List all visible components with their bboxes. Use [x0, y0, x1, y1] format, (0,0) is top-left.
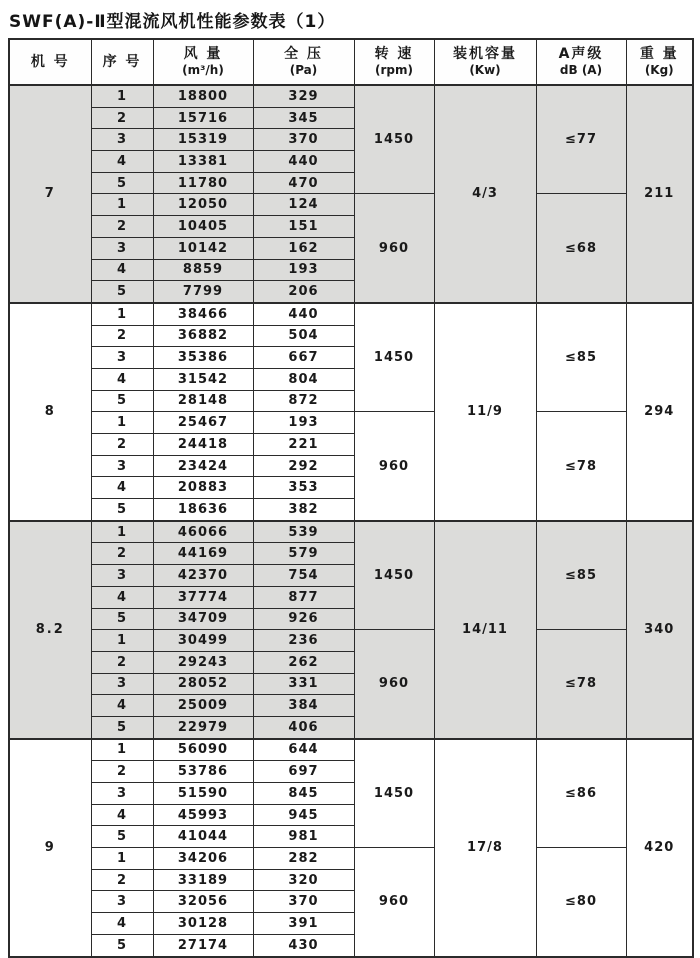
- pressure-cell: 644: [253, 739, 354, 761]
- pressure-cell: 877: [253, 586, 354, 608]
- header-row: [9, 39, 693, 85]
- rpm-cell: 1450: [354, 521, 434, 630]
- fan-performance-table: [8, 38, 694, 958]
- table-row: [9, 521, 693, 543]
- header-capacity: 装机容量 (Kw): [434, 39, 536, 85]
- seq-cell: 3: [91, 673, 153, 695]
- weight-cell: 420: [626, 739, 693, 957]
- pressure-cell: 282: [253, 848, 354, 870]
- seq-cell: 5: [91, 608, 153, 630]
- pressure-cell: 872: [253, 390, 354, 412]
- flow-cell: 33189: [153, 869, 253, 891]
- table-row: [9, 412, 693, 434]
- noise-cell: ≤86: [536, 739, 626, 848]
- flow-cell: 46066: [153, 521, 253, 543]
- seq-cell: 1: [91, 194, 153, 216]
- rpm-cell: 960: [354, 194, 434, 303]
- flow-cell: 27174: [153, 934, 253, 956]
- seq-cell: 2: [91, 651, 153, 673]
- seq-cell: 3: [91, 129, 153, 151]
- capacity-cell: 14/11: [434, 521, 536, 739]
- pressure-cell: 382: [253, 499, 354, 521]
- header-flow: 风 量 (m³/h): [153, 39, 253, 85]
- flow-cell: 18636: [153, 499, 253, 521]
- rpm-cell: 960: [354, 412, 434, 521]
- seq-cell: 1: [91, 85, 153, 107]
- seq-cell: 4: [91, 151, 153, 173]
- flow-cell: 34709: [153, 608, 253, 630]
- flow-cell: 36882: [153, 325, 253, 347]
- pressure-cell: 151: [253, 216, 354, 238]
- seq-cell: 3: [91, 891, 153, 913]
- rpm-cell: 960: [354, 848, 434, 957]
- seq-cell: 2: [91, 869, 153, 891]
- pressure-cell: 320: [253, 869, 354, 891]
- pressure-cell: 221: [253, 434, 354, 456]
- flow-cell: 20883: [153, 477, 253, 499]
- seq-cell: 4: [91, 477, 153, 499]
- pressure-cell: 206: [253, 281, 354, 303]
- capacity-cell: 4/3: [434, 85, 536, 303]
- header-rpm: 转 速 (rpm): [354, 39, 434, 85]
- flow-cell: 12050: [153, 194, 253, 216]
- seq-cell: 3: [91, 565, 153, 587]
- pressure-cell: 430: [253, 934, 354, 956]
- flow-cell: 10142: [153, 237, 253, 259]
- pressure-cell: 804: [253, 368, 354, 390]
- flow-cell: 13381: [153, 151, 253, 173]
- weight-cell: 340: [626, 521, 693, 739]
- pressure-cell: 193: [253, 259, 354, 281]
- table-body: [9, 85, 693, 957]
- seq-cell: 4: [91, 804, 153, 826]
- seq-cell: 4: [91, 913, 153, 935]
- pressure-cell: 124: [253, 194, 354, 216]
- pressure-cell: 370: [253, 129, 354, 151]
- flow-cell: 23424: [153, 455, 253, 477]
- seq-cell: 3: [91, 455, 153, 477]
- header-pressure: 全 压 (Pa): [253, 39, 354, 85]
- pressure-cell: 754: [253, 565, 354, 587]
- header-noise: A声级 dB (A): [536, 39, 626, 85]
- seq-cell: 5: [91, 716, 153, 738]
- seq-cell: 5: [91, 826, 153, 848]
- flow-cell: 45993: [153, 804, 253, 826]
- flow-cell: 34206: [153, 848, 253, 870]
- weight-cell: 211: [626, 85, 693, 303]
- seq-cell: 3: [91, 783, 153, 805]
- pressure-cell: 667: [253, 347, 354, 369]
- seq-cell: 2: [91, 325, 153, 347]
- header-seq: 序 号: [91, 39, 153, 85]
- seq-cell: 4: [91, 368, 153, 390]
- flow-cell: 28148: [153, 390, 253, 412]
- rpm-cell: 960: [354, 630, 434, 739]
- capacity-cell: 11/9: [434, 303, 536, 521]
- pressure-cell: 440: [253, 151, 354, 173]
- model-cell: 8: [9, 303, 91, 521]
- pressure-cell: 945: [253, 804, 354, 826]
- flow-cell: 11780: [153, 172, 253, 194]
- seq-cell: 5: [91, 390, 153, 412]
- seq-cell: 3: [91, 347, 153, 369]
- pressure-cell: 845: [253, 783, 354, 805]
- pressure-cell: 292: [253, 455, 354, 477]
- pressure-cell: 353: [253, 477, 354, 499]
- flow-cell: 10405: [153, 216, 253, 238]
- flow-cell: 28052: [153, 673, 253, 695]
- noise-cell: ≤68: [536, 194, 626, 303]
- flow-cell: 15319: [153, 129, 253, 151]
- header-weight: 重 量 (Kg): [626, 39, 693, 85]
- seq-cell: 2: [91, 434, 153, 456]
- flow-cell: 29243: [153, 651, 253, 673]
- seq-cell: 1: [91, 521, 153, 543]
- flow-cell: 25009: [153, 695, 253, 717]
- pressure-cell: 539: [253, 521, 354, 543]
- seq-cell: 4: [91, 259, 153, 281]
- flow-cell: 7799: [153, 281, 253, 303]
- flow-cell: 15716: [153, 107, 253, 129]
- seq-cell: 4: [91, 695, 153, 717]
- flow-cell: 24418: [153, 434, 253, 456]
- seq-cell: 5: [91, 499, 153, 521]
- pressure-cell: 697: [253, 761, 354, 783]
- flow-cell: 35386: [153, 347, 253, 369]
- seq-cell: 5: [91, 172, 153, 194]
- table-row: [9, 739, 693, 761]
- flow-cell: 25467: [153, 412, 253, 434]
- pressure-cell: 236: [253, 630, 354, 652]
- model-cell: 7: [9, 85, 91, 303]
- pressure-cell: 391: [253, 913, 354, 935]
- seq-cell: 1: [91, 739, 153, 761]
- capacity-cell: 17/8: [434, 739, 536, 957]
- seq-cell: 2: [91, 216, 153, 238]
- noise-cell: ≤80: [536, 848, 626, 957]
- seq-cell: 3: [91, 237, 153, 259]
- seq-cell: 2: [91, 543, 153, 565]
- pressure-cell: 470: [253, 172, 354, 194]
- seq-cell: 1: [91, 303, 153, 325]
- pressure-cell: 345: [253, 107, 354, 129]
- pressure-cell: 370: [253, 891, 354, 913]
- pressure-cell: 981: [253, 826, 354, 848]
- seq-cell: 2: [91, 107, 153, 129]
- pressure-cell: 504: [253, 325, 354, 347]
- table-row: [9, 303, 693, 325]
- pressure-cell: 331: [253, 673, 354, 695]
- noise-cell: ≤78: [536, 630, 626, 739]
- table-header: [9, 39, 693, 85]
- rpm-cell: 1450: [354, 739, 434, 848]
- flow-cell: 51590: [153, 783, 253, 805]
- flow-cell: 32056: [153, 891, 253, 913]
- table-row: [9, 85, 693, 107]
- seq-cell: 1: [91, 412, 153, 434]
- flow-cell: 42370: [153, 565, 253, 587]
- pressure-cell: 384: [253, 695, 354, 717]
- header-model: 机 号: [9, 39, 91, 85]
- seq-cell: 2: [91, 761, 153, 783]
- flow-cell: 44169: [153, 543, 253, 565]
- flow-cell: 37774: [153, 586, 253, 608]
- weight-cell: 294: [626, 303, 693, 521]
- flow-cell: 18800: [153, 85, 253, 107]
- seq-cell: 1: [91, 848, 153, 870]
- model-cell: 8.2: [9, 521, 91, 739]
- flow-cell: 56090: [153, 739, 253, 761]
- seq-cell: 5: [91, 934, 153, 956]
- flow-cell: 38466: [153, 303, 253, 325]
- noise-cell: ≤78: [536, 412, 626, 521]
- seq-cell: 4: [91, 586, 153, 608]
- seq-cell: 5: [91, 281, 153, 303]
- noise-cell: ≤77: [536, 85, 626, 194]
- seq-cell: 1: [91, 630, 153, 652]
- pressure-cell: 262: [253, 651, 354, 673]
- flow-cell: 30499: [153, 630, 253, 652]
- pressure-cell: 926: [253, 608, 354, 630]
- flow-cell: 30128: [153, 913, 253, 935]
- page-title: SWF(A)-Ⅱ型混流风机性能参数表（1）: [9, 12, 336, 32]
- model-cell: 9: [9, 739, 91, 957]
- pressure-cell: 193: [253, 412, 354, 434]
- noise-cell: ≤85: [536, 303, 626, 412]
- table-row: [9, 194, 693, 216]
- pressure-cell: 406: [253, 716, 354, 738]
- flow-cell: 8859: [153, 259, 253, 281]
- flow-cell: 31542: [153, 368, 253, 390]
- flow-cell: 41044: [153, 826, 253, 848]
- pressure-cell: 440: [253, 303, 354, 325]
- flow-cell: 22979: [153, 716, 253, 738]
- rpm-cell: 1450: [354, 303, 434, 412]
- flow-cell: 53786: [153, 761, 253, 783]
- table-row: [9, 848, 693, 870]
- pressure-cell: 579: [253, 543, 354, 565]
- noise-cell: ≤85: [536, 521, 626, 630]
- rpm-cell: 1450: [354, 85, 434, 194]
- table-row: [9, 630, 693, 652]
- pressure-cell: 162: [253, 237, 354, 259]
- pressure-cell: 329: [253, 85, 354, 107]
